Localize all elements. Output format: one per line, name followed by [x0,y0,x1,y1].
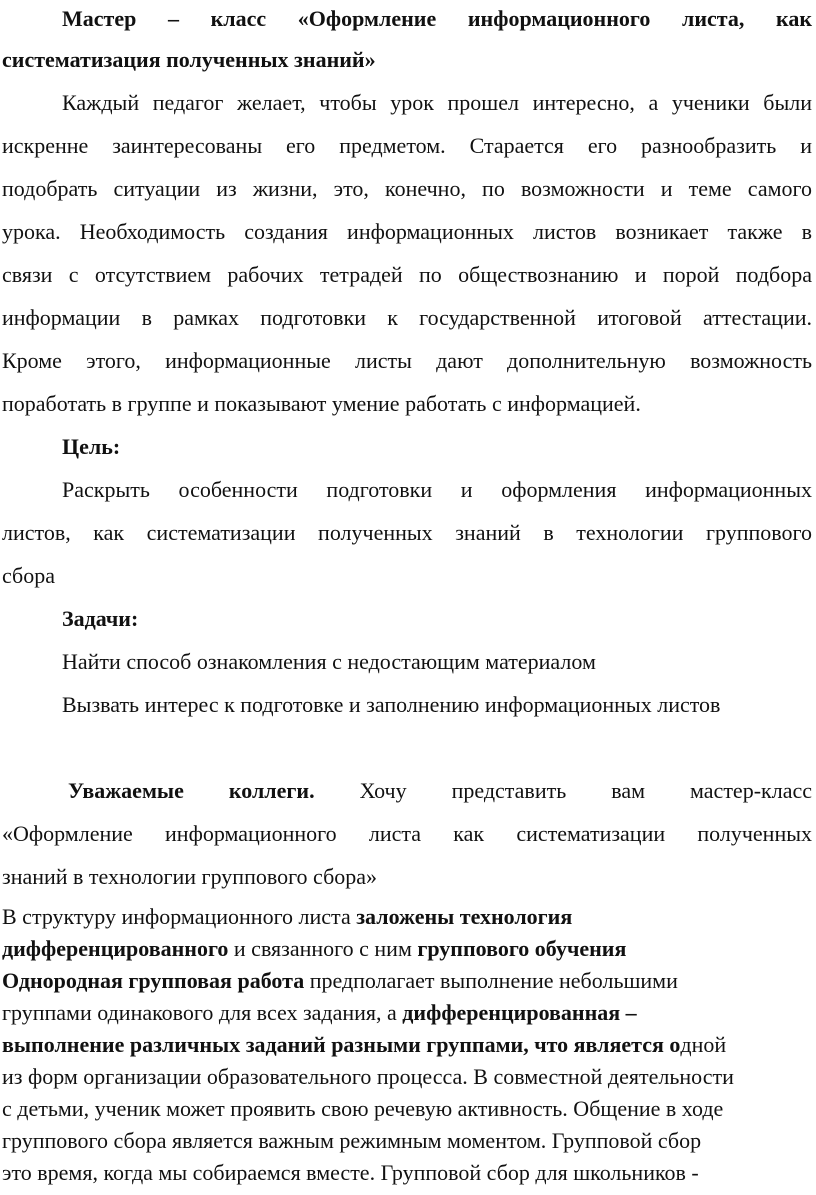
address-line-1 [68,778,812,803]
intro-line-3: подобрать ситуации из жизни, это, конечно, по возможности и теме самого [2,176,812,201]
structure-line-8: группового сбора является важным режимным моментом. Групповой сбор [2,1128,702,1153]
document-title-line-1: Мастер – класс «Оформление информационного листа, как [62,6,812,31]
goal-line-1: Раскрыть особенности подготовки и оформления информационных [62,477,812,502]
address-text: Хочу представить вам мастер-класс [359,778,812,803]
structure-line-1: В структуру информационного листа заложены технология [2,904,573,929]
structure-line-2: дифференцированного и связанного с ним группового обучения [2,936,627,961]
task-item-2: Вызвать интерес к подготовке и заполнению информационных листов [62,692,721,717]
structure-line-6: из форм организации образовательного процесса. В совместной деятельности [2,1064,734,1089]
structure-line-5: выполнение различных заданий разными группами, что является одной [2,1032,727,1057]
address-line-2: «Оформление информационного листа как систематизации полученных [2,821,812,846]
intro-line-8: поработать в группе и показывают умение работать с информацией. [2,391,641,416]
intro-line-2: искренне заинтересованы его предметом. Старается его разнообразить и [2,133,812,158]
intro-line-5: связи с отсутствием рабочих тетрадей по обществознанию и порой подбора [2,262,812,287]
intro-line-6: информации в рамках подготовки к государственной итоговой аттестации. [2,305,812,330]
intro-line-4: урока. Необходимость создания информационных листов возникает также в [2,219,812,244]
intro-line-7: Кроме этого, информационные листы дают дополнительную возможность [2,348,812,373]
intro-line-1: Каждый педагог желает, чтобы урок прошел интересно, а ученики были [62,90,812,115]
goal-heading: Цель: [62,434,121,459]
address-greeting: Уважаемые коллеги. [68,778,315,803]
structure-line-9: это время, когда мы собираемся вместе. Групповой сбор для школьников - [2,1160,699,1185]
tasks-heading: Задачи: [62,606,139,631]
structure-line-7: с детьми, ученик может проявить свою речевую активность. Общение в ходе [2,1096,724,1121]
address-line-3: знаний в технологии группового сбора» [2,864,378,889]
task-item-1: Найти способ ознакомления с недостающим материалом [62,649,596,674]
structure-line-3: Однородная групповая работа предполагает выполнение небольшими [2,968,678,993]
goal-line-3: сбора [2,563,55,588]
structure-line-4: группами одинакового для всех задания, а дифференцированная – [2,1000,637,1025]
goal-line-2: листов, как систематизации полученных знаний в технологии группового [2,520,812,545]
document-title-line-2: систематизация полученных знаний» [2,47,376,72]
